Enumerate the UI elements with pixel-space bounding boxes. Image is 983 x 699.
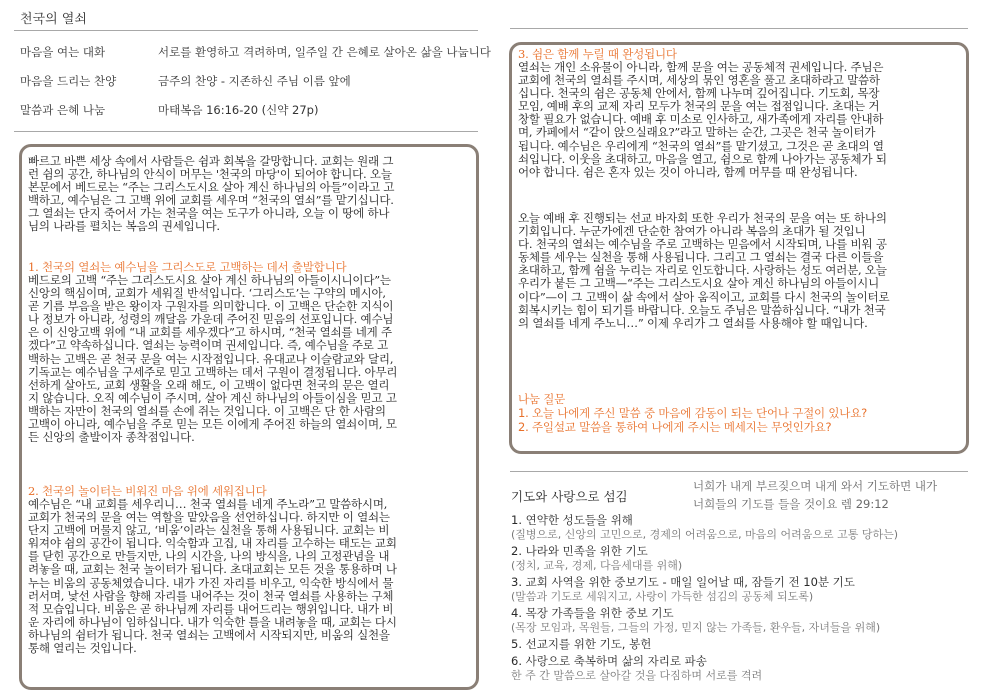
question-1: 1. 오늘 나에게 주신 말씀 중 마음에 감동이 되는 단어나 구절이 있나요?: [518, 406, 868, 420]
prayer-title: 기도와 사랑으로 섬김: [511, 489, 628, 504]
divider: [14, 30, 478, 31]
sermon-box-left: [19, 144, 479, 690]
divider: [510, 471, 968, 472]
divider: [14, 131, 478, 132]
section-heading-3: 3. 쉼은 함께 누릴 때 완성됩니다: [518, 47, 677, 61]
prayer-verse: 너희가 내게 부르짖으며 내게 와서 기도하면 내가 너희들의 기도를 들을 것이요 렘 29:12: [693, 479, 938, 511]
prayer-item-3-detail: (말씀과 기도로 세워지고, 사랑이 가득한 섬김의 공동체 되도록): [511, 590, 814, 603]
question-2: 2. 주일설교 말씀을 통하여 나에게 주시는 메세지는 무엇인가요?: [518, 420, 832, 434]
page-title: 천국의 열쇠: [20, 12, 87, 27]
prayer-item-5: 5. 선교지를 위한 기도, 봉헌: [511, 637, 652, 651]
prayer-item-1-detail: (질병으로, 신앙의 고민으로, 경제의 어려움으로, 마음의 어려움으로 고통 당하는): [511, 528, 899, 541]
info-label: 말씀과 은혜 나눔: [20, 103, 106, 117]
info-value: 마태복음 16:16-20 (신약 27p): [158, 103, 319, 117]
prayer-item-2: 2. 나라와 민족을 위한 기도: [511, 544, 648, 558]
info-value: 서로를 환영하고 격려하며, 일주일 간 은혜로 살아온 삶을 나눕니다: [158, 45, 491, 59]
prayer-item-3: 3. 교회 사역을 위한 중보기도 - 매일 일어날 때, 잠들기 전 10분 기도: [511, 575, 855, 589]
sermon-intro: 빠르고 바쁜 세상 속에서 사람들은 쉼과 회복을 갈망합니다. 교회는 원래 그 런 쉼의 공간, 하나님의 안식이 머무는 '천국의 마당'이 되어야 합니다. 오늘 본문에서 베드로는 “주는 그리스도시요 살아 계신 하나님의 아들”이라고 고 백하고, 예수님은 그 고백 위에 교회를 세우며 “천국의 열쇠”를 맡기십니다. 그 열쇠는 단지 죽어서 가는 천국을 여는 도구가 아니라, 오늘 이 땅에 하나 님의 나라를 펼치는 복음의 권세입니다.: [28, 154, 395, 234]
questions-title: 나눔 질문: [518, 392, 566, 406]
divider: [510, 28, 968, 29]
section-body-3: 열쇠는 개인 소유물이 아니라, 함께 문을 여는 공동체적 권세입니다. 주님은 교회에 천국의 열쇠를 주시며, 세상의 묶인 영혼을 풀고 초대하라고 말씀하 십니다. 천국의 쉼은 공동체 안에서, 함께 나누며 깊어집니다. 기도회, 목장 모임, 예배 후의 교제 자리 모두가 천국의 문을 여는 접점입니다. 초대는 거 창할 필요가 없습니다. 예배 후 미소로 인사하고, 새가족에게 자리를 안내하 며, 카페에서 “같이 앉으실래요?”라고 말하는 순간, 그곳은 천국 놀이터가 됩니다. 예수님은 우리에게 “천국의 열쇠”를 맡기셨고, 그것은 곧 초대의 열 쇠입니다. 이웃을 초대하고, 마음을 열고, 쉼으로 함께 나아가는 공동체가 되 어야 합니다. 쉼은 혼자 있는 것이 아니라, 함께 머무를 때 완성됩니다.: [518, 60, 887, 179]
info-value: 금주의 찬양 - 지존하신 주님 이름 앞에: [158, 74, 351, 88]
section-body-2: 예수님은 “내 교회를 세우리니… 천국 열쇠를 네게 주노라”고 말씀하시며, 교회가 천국의 문을 여는 역할을 맡았음을 선언하십니다. 하지만 이 열쇠는 단지 고백에 머물지 않고, ‘비움’이라는 실천을 통해 사용됩니다. 교회는 비 워져야 쉼의 공간이 됩니다. 익숙함과 고집, 내 자리를 고수하는 태도는 교회 를 닫힌 공간으로 만들지만, 나의 시간을, 나의 방식을, 나의 고정관념을 내 려놓을 때, 교회는 천국 놀이터가 됩니다. 초대교회는 모든 것을 통용하며 나 누는 비움의 공동체였습니다. 내가 가진 자리를 비우고, 익숙한 방식에서 물 러서며, 낯선 사람을 향해 자리를 내어주는 것이 천국 열쇠를 사용하는 구체 적 모습입니다. 비움은 곧 하나님께 자리를 내어드리는 행위입니다. 내가 비 운 자리에 하나님이 임하십니다. 내가 익숙한 틀을 내려놓을 때, 교회는 다시 하나님의 쉼터가 됩니다. 천국 열쇠는 고백에서 시작되지만, 비움의 실천을 통해 열리는 것입니다.: [28, 497, 397, 656]
section-heading-1: 1. 천국의 열쇠는 예수님을 그리스도로 고백하는 데서 출발합니다: [28, 260, 347, 274]
prayer-item-6: 6. 사랑으로 축복하며 삶의 자리로 파송: [511, 654, 707, 668]
prayer-item-1: 1. 연약한 성도들을 위해: [511, 513, 633, 527]
section-heading-2: 2. 천국의 놀이터는 비워진 마음 위에 세워집니다: [28, 484, 267, 498]
sermon-box-right: [509, 42, 969, 454]
info-label: 마음을 드리는 찬양: [20, 74, 117, 88]
prayer-item-2-detail: (정치, 교육, 경제, 다음세대를 위해): [511, 559, 683, 572]
section-body-4: 오늘 예배 후 진행되는 선교 바자회 또한 우리가 천국의 문을 여는 또 하나의 기회입니다. 누군가에겐 단순한 참여가 아니라 복음의 초대가 될 것입니 다. 천국의 열쇠는 예수님을 주로 고백하는 믿음에서 시작되며, 나를 비워 공 동체를 세우는 실천을 통해 사용됩니다. 그리고 그 열쇠는 결국 다른 이들을 초대하고, 함께 쉼을 누리는 자리로 인도합니다. 사랑하는 성도 여러분, 오늘 우리가 붙든 그 고백—“주는 그리스도시요 살아 계신 하나님의 아들이시니 이다”—이 그 고백이 삶 속에서 살아 움직이고, 교회를 다시 천국의 놀이터로 회복시키는 힘이 되기를 바랍니다. 오늘도 주님은 말씀하십니다. “내가 천국 의 열쇠를 네게 주노니…” 이제 우리가 그 열쇠를 사용해야 할 때입니다.: [518, 211, 890, 330]
section-body-1: 베드로의 고백 “주는 그리스도시요 살아 계신 하나님의 아들이시니이다”는 신앙의 핵심이며, 교회가 세워질 반석입니다. ‘그리스도’는 구약의 메시아, 곧 기름 부음을 받은 왕이자 구원자를 의미합니다. 이 고백은 단순한 지식이 나 정보가 아니라, 성령의 깨달음 가운데 주어진 믿음의 선포입니다. 예수님 은 이 신앙고백 위에 “내 교회를 세우겠다”고 하시며, “천국 열쇠를 네게 주 겠다”고 약속하십니다. 열쇠는 능력이며 권세입니다. 즉, 예수님을 주로 고 백하는 고백은 곧 천국 문을 여는 시작점입니다. 유대교나 이슬람교와 달리, 기독교는 예수님을 구세주로 믿고 고백하는 데서 구원이 결정됩니다. 아무리 선하게 살아도, 교회 생활을 오래 해도, 이 고백이 없다면 천국의 문은 열리 지 않습니다. 오직 예수님이 주시며, 살아 계신 하나님의 아들이심을 믿고 고 백하는 자만이 천국의 열쇠를 손에 쥐는 것입니다. 이 고백은 단 한 사람의 고백이 아니라, 예수님을 주로 믿는 모든 이에게 주어진 하늘의 열쇠이며, 모 든 신앙의 출발이자 종착점입니다.: [28, 273, 398, 445]
prayer-item-4-detail: (목장 모임과, 목원들, 그들의 가정, 믿지 않는 가족들, 환우들, 자녀들을 위해): [511, 621, 881, 634]
info-label: 마음을 여는 대화: [20, 45, 106, 59]
prayer-item-6-detail: 한 주 간 말씀으로 살아갈 것을 다짐하며 서로를 격려: [511, 669, 763, 682]
prayer-item-4: 4. 목장 가족들을 위한 중보 기도: [511, 606, 674, 620]
